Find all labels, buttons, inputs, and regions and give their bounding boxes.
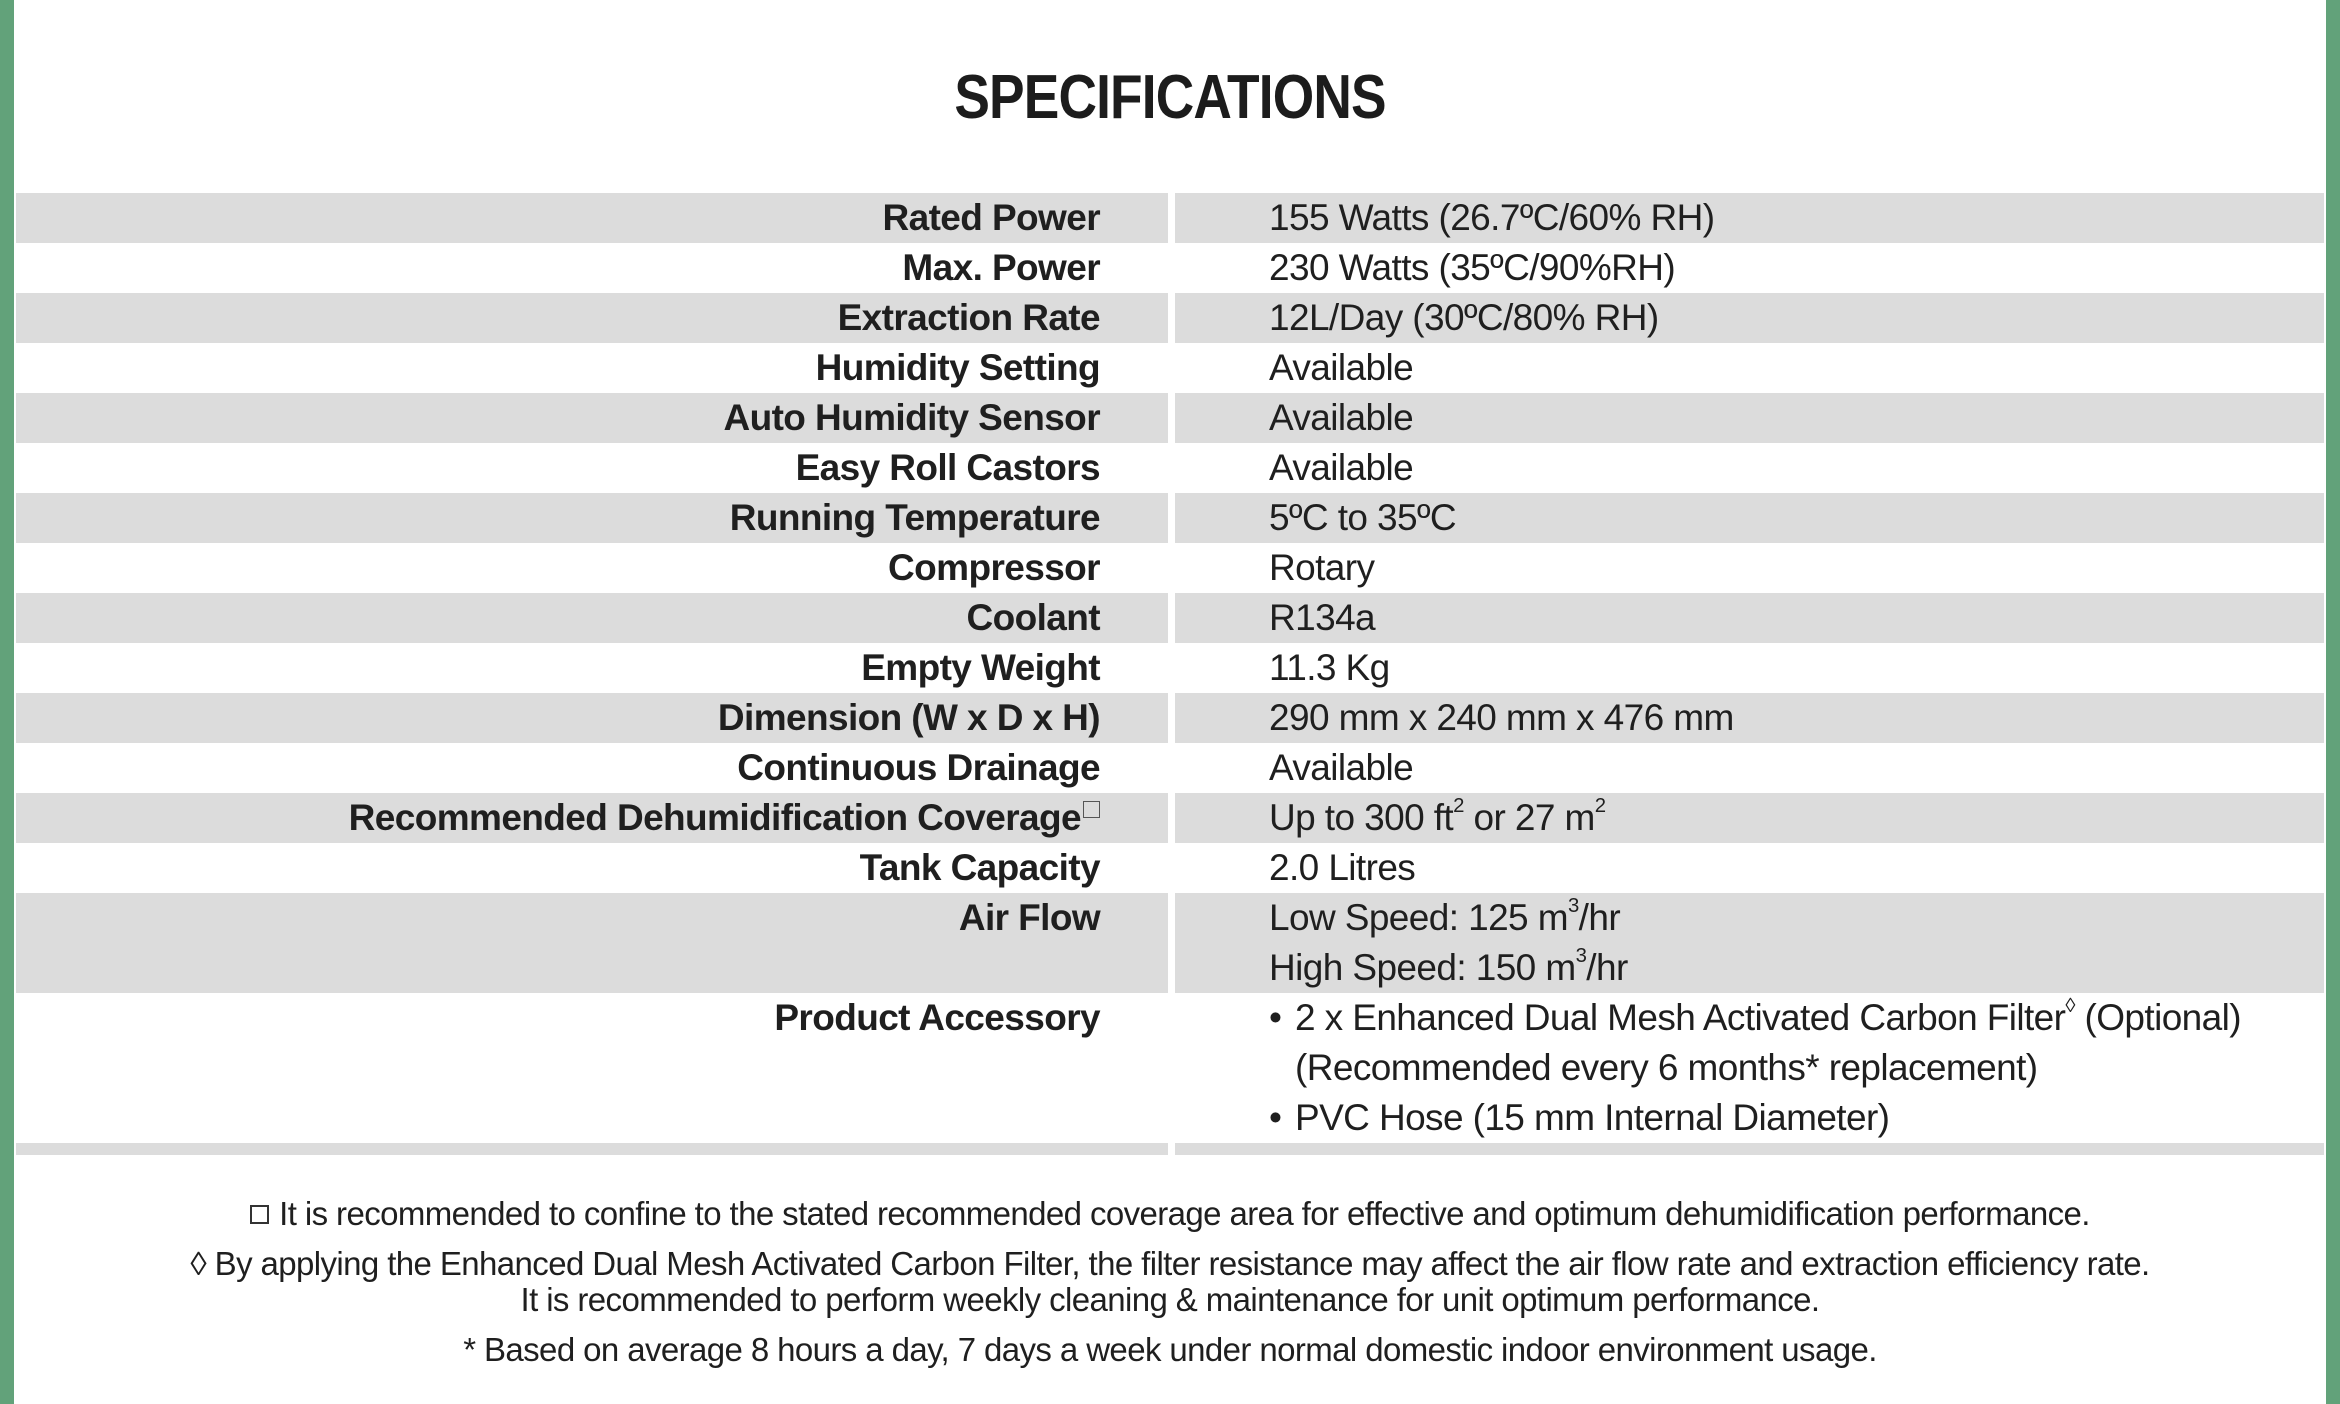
spec-label: Extraction Rate — [16, 293, 1168, 343]
diamond-mark-icon: ◊ — [190, 1245, 207, 1282]
spec-row-product-accessory — [16, 993, 2324, 1143]
coverage-value-mid: or 27 m — [1463, 797, 1595, 838]
spec-label: Compressor — [888, 547, 1100, 588]
air-flow-low-speed — [1269, 893, 2324, 943]
footnotes — [0, 1196, 2340, 1368]
spec-row-tank-capacity — [16, 843, 2324, 893]
footnote-maintenance: It is recommended to perform weekly cleaning & maintenance for unit optimum performance. — [520, 1281, 1820, 1318]
spec-label: Running Temperature — [16, 493, 1168, 543]
spec-value: 11.3 Kg — [1269, 647, 1390, 688]
spec-label: Max. Power — [902, 247, 1100, 288]
spec-label: Air Flow — [16, 893, 1168, 993]
spec-label-coverage — [16, 793, 1168, 843]
accessory-hose-text: PVC Hose (15 mm Internal Diameter) — [1295, 1097, 1890, 1138]
spec-row-running-temperature — [16, 493, 2324, 543]
spec-row-rated-power — [16, 193, 2324, 243]
spec-value-product-accessory — [1175, 993, 2324, 1143]
coverage-sup-m: 2 — [1594, 794, 1606, 817]
accessory-filter-optional: (Optional) — [2074, 997, 2241, 1038]
spec-row-compressor — [16, 543, 2324, 593]
spec-label: Continuous Drainage — [737, 747, 1100, 788]
table-bottom-rule — [16, 1143, 2324, 1155]
specifications-table — [16, 193, 2324, 1155]
bullet-icon: • — [1269, 997, 1282, 1038]
spec-label: Humidity Setting — [815, 347, 1100, 388]
spec-label: Recommended Dehumidification Coverage — [348, 797, 1081, 838]
footnote-usage: * Based on average 8 hours a day, 7 days a week under normal domestic indoor environment usage. — [463, 1331, 1877, 1368]
spec-label: Rated Power — [16, 193, 1168, 243]
spec-value: 2.0 Litres — [1269, 847, 1416, 888]
spec-row-coolant — [16, 593, 2324, 643]
accessory-filter-text: 2 x Enhanced Dual Mesh Activated Carbon Filter — [1295, 997, 2066, 1038]
right-green-border — [2326, 0, 2340, 1404]
spec-value: Available — [1175, 393, 2324, 443]
diamond-mark-icon: ◊ — [2065, 994, 2075, 1017]
spec-value: 5ºC to 35ºC — [1175, 493, 2324, 543]
air-flow-high-suffix: /hr — [1586, 947, 1628, 988]
spec-value: 230 Watts (35ºC/90%RH) — [1269, 247, 1676, 288]
page-title: SPECIFICATIONS — [954, 63, 1386, 132]
footnote-filter-text: By applying the Enhanced Dual Mesh Activated Carbon Filter, the filter resistance may affect the air flow rate and extraction efficiency rate. — [214, 1245, 2150, 1282]
spec-value: Available — [1269, 447, 1414, 488]
left-green-border — [0, 0, 14, 1404]
spec-label: Empty Weight — [861, 647, 1100, 688]
spec-label: Product Accessory — [774, 997, 1100, 1038]
coverage-sup-ft: 2 — [1453, 794, 1464, 817]
spec-row-humidity-setting — [16, 343, 2324, 393]
spec-value-air-flow — [1175, 893, 2324, 993]
spec-row-easy-roll-castors — [16, 443, 2324, 493]
table-bottom-rule-right — [1175, 1143, 2324, 1155]
spec-value-coverage — [1175, 793, 2324, 843]
air-flow-high-sup: 3 — [1575, 944, 1587, 967]
spec-row-extraction-rate — [16, 293, 2324, 343]
accessory-item-hose — [1269, 1093, 2324, 1143]
air-flow-high-prefix: High Speed: 150 m — [1269, 947, 1576, 988]
spec-value: Rotary — [1269, 547, 1375, 588]
square-mark-icon — [250, 1205, 269, 1224]
spec-label: Easy Roll Castors — [795, 447, 1100, 488]
spec-value: Available — [1269, 347, 1414, 388]
spec-row-continuous-drainage — [16, 743, 2324, 793]
spec-label: Auto Humidity Sensor — [16, 393, 1168, 443]
spec-row-empty-weight — [16, 643, 2324, 693]
coverage-square-mark-icon — [1083, 801, 1100, 818]
coverage-value-prefix: Up to 300 ft — [1269, 797, 1454, 838]
spec-label: Tank Capacity — [859, 847, 1100, 888]
spec-row-dimension — [16, 693, 2324, 743]
footnote-coverage — [0, 1196, 2340, 1232]
spec-label: Coolant — [16, 593, 1168, 643]
table-bottom-rule-left — [16, 1143, 1168, 1155]
spec-row-auto-humidity-sensor — [16, 393, 2324, 443]
spec-value: Available — [1269, 747, 1414, 788]
accessory-item-filter — [1269, 993, 2324, 1043]
spec-value: 12L/Day (30ºC/80% RH) — [1175, 293, 2324, 343]
bullet-icon: • — [1269, 1097, 1282, 1138]
spec-row-coverage — [16, 793, 2324, 843]
spec-value: R134a — [1175, 593, 2324, 643]
footnote-filter — [0, 1246, 2340, 1282]
air-flow-low-suffix: /hr — [1578, 897, 1621, 938]
spec-label: Dimension (W x D x H) — [16, 693, 1168, 743]
spec-row-max-power — [16, 243, 2324, 293]
air-flow-low-sup: 3 — [1567, 894, 1579, 917]
accessory-filter-note: (Recommended every 6 months* replacement) — [1295, 1047, 2038, 1088]
footnote-coverage-text: It is recommended to confine to the stated recommended coverage area for effective and optimum dehumidification performance. — [279, 1195, 2090, 1232]
spec-row-air-flow — [16, 893, 2324, 993]
air-flow-low-prefix: Low Speed: 125 m — [1269, 897, 1568, 938]
air-flow-high-speed — [1269, 943, 2324, 993]
spec-value: 155 Watts (26.7ºC/60% RH) — [1175, 193, 2324, 243]
spec-value: 290 mm x 240 mm x 476 mm — [1175, 693, 2324, 743]
